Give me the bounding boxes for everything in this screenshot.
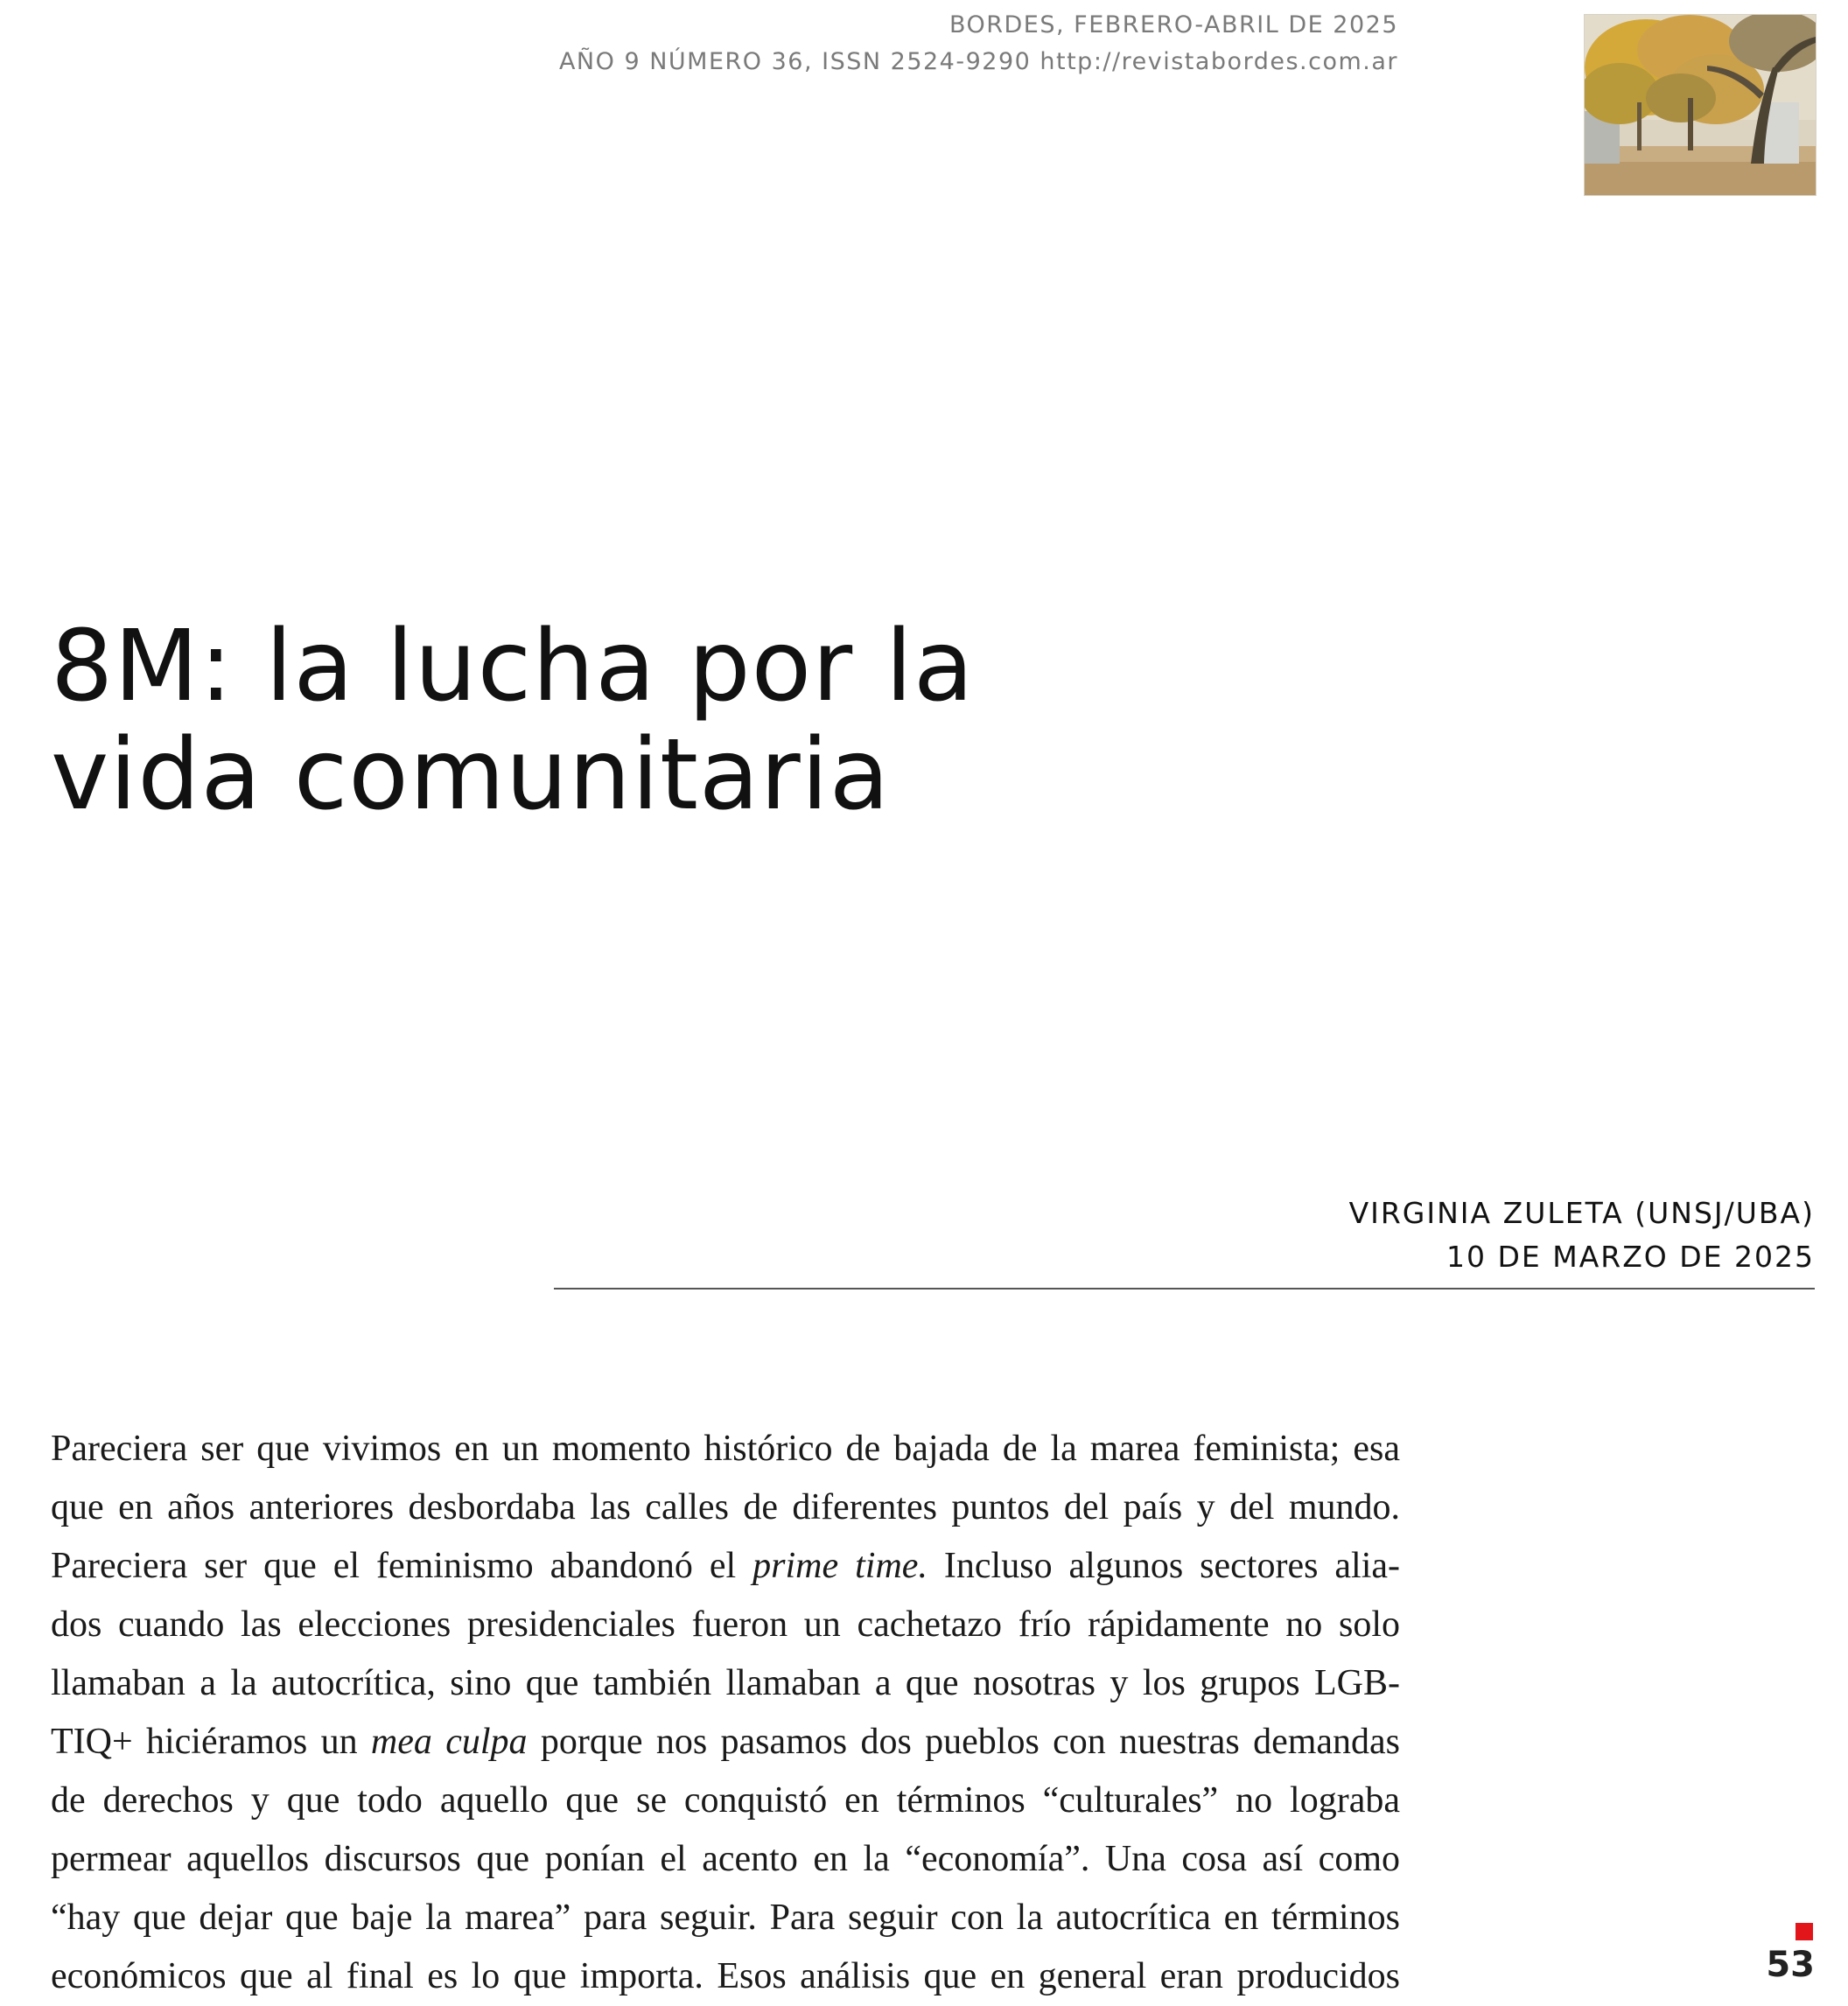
- journal-header: [559, 7, 1398, 80]
- body-line-segment: Incluso algunos sectores alia-: [927, 1546, 1401, 1586]
- byline-divider: [554, 1288, 1815, 1290]
- body-line: dos cuando las elecciones presidenciales fueron un cachetazo frío rápidamente no solo: [51, 1604, 1400, 1645]
- body-line: que en años anteriores desbordaba las calles de diferentes puntos del país y del mundo.: [51, 1487, 1400, 1527]
- body-line: Pareciera ser que vivimos en un momento histórico de bajada de la marea feminista; esa: [51, 1429, 1400, 1469]
- body-line: “hay que dejar que baje la marea” para seguir. Para seguir con la autocrítica en términos: [51, 1898, 1400, 1938]
- byline: [1349, 1192, 1815, 1279]
- page-marker-square: [1796, 1923, 1813, 1940]
- title-line-1: 8M: la lucha por la: [51, 610, 975, 723]
- body-line-italic: prime time.: [752, 1546, 928, 1586]
- body-line: económicos que al final es lo que importa. Esos análisis que en general eran producidos: [51, 1956, 1400, 1996]
- body-line: [51, 1537, 1400, 1596]
- body-line: de derechos y que todo aquello que se conquistó en términos “culturales” no lograba: [51, 1780, 1400, 1821]
- article-body: [51, 1420, 1400, 2006]
- body-line: [51, 1713, 1400, 1772]
- publication-date: 10 DE MARZO DE 2025: [1446, 1240, 1815, 1274]
- page-number: 53: [1766, 1945, 1815, 1985]
- body-line-italic: mea culpa: [370, 1722, 528, 1762]
- body-line-segment: TIQ+ hiciéramos un: [51, 1722, 371, 1762]
- article-title: [51, 610, 1188, 832]
- journal-line: BORDES, FEBRERO-ABRIL DE 2025: [948, 11, 1398, 38]
- body-line-segment: Pareciera ser que el feminismo abandonó el: [51, 1546, 753, 1586]
- author-name: VIRGINIA ZULETA (UNSJ/UBA): [1348, 1196, 1815, 1230]
- body-line: permear aquellos discursos que ponían el acento en la “economía”. Una cosa así como: [51, 1839, 1400, 1879]
- issue-line: AÑO 9 NÚMERO 36, ISSN 2524-9290 http://revistabordes.com.ar: [558, 48, 1398, 75]
- title-line-2: vida comunitaria: [51, 718, 891, 832]
- header-photo: [1584, 14, 1816, 196]
- body-line: llamaban a la autocrítica, sino que también llamaban a que nosotras y los grupos LGB-: [51, 1663, 1400, 1703]
- body-line-segment: porque nos pasamos dos pueblos con nuestras demandas: [527, 1722, 1401, 1762]
